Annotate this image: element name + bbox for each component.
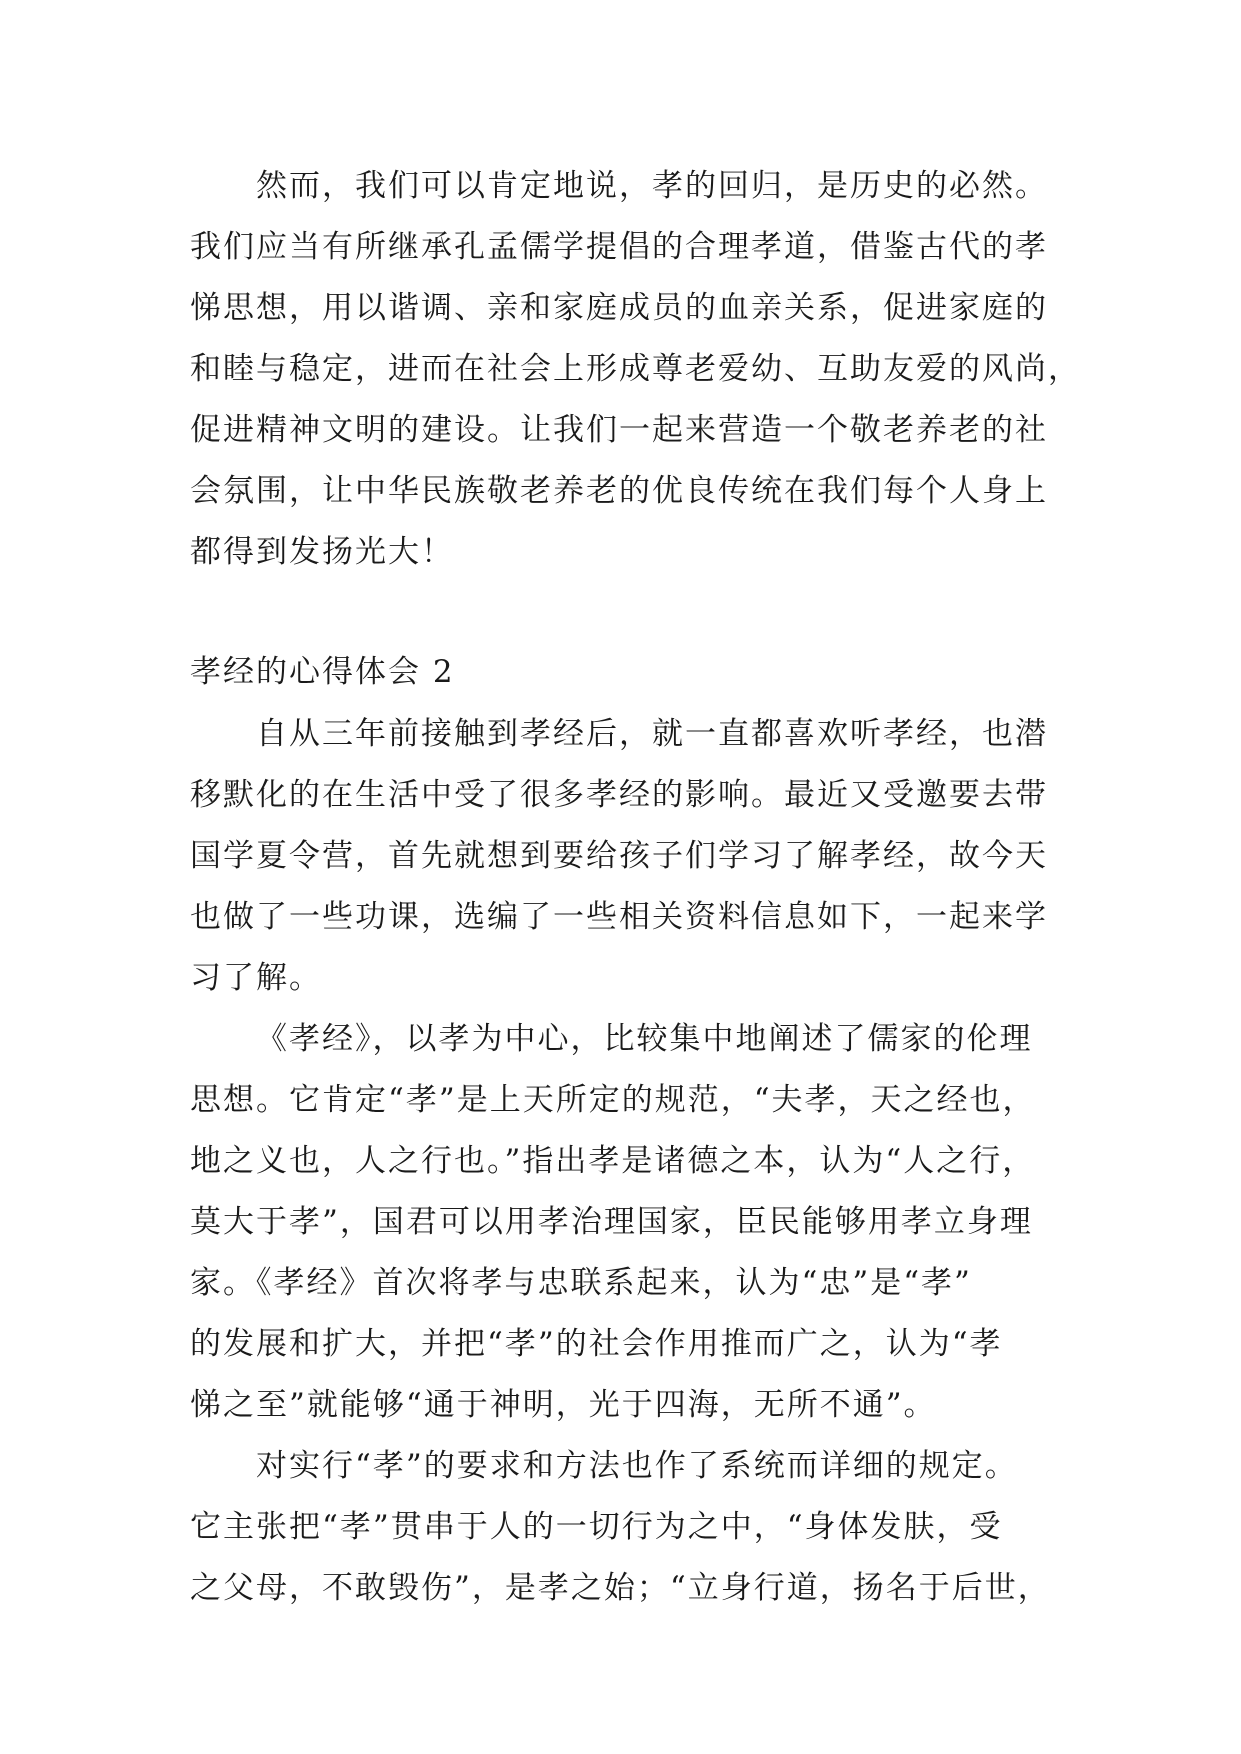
paragraph-line: 悌思想，用以谐调、亲和家庭成员的血亲关系，促进家庭的 (190, 290, 1048, 326)
paragraph-3 (190, 1009, 1070, 1436)
paragraph-line: 国学夏令营，首先就想到要给孩子们学习了解孝经，故今天 (190, 838, 1048, 874)
paragraph-line: 促进精神文明的建设。让我们一起来营造一个敬老养老的社 (190, 412, 1048, 448)
paragraph-line: 《孝经》，以孝为中心，比较集中地阐述了儒家的伦理 (256, 1021, 1033, 1057)
paragraph-line: 都得到发扬光大！ (190, 534, 454, 570)
paragraph-line: 它主张把“孝”贯串于人的一切行为之中，“身体发肤，受 (190, 1509, 1003, 1545)
paragraph-line: 会氛围，让中华民族敬老养老的优良传统在我们每个人身上 (190, 473, 1048, 509)
paragraph-line: 之父母，不敢毁伤”，是孝之始；“立身行道，扬名于后世， (190, 1570, 1051, 1606)
paragraph-line: 的发展和扩大，并把“孝”的社会作用推而广之，认为“孝 (190, 1326, 1003, 1362)
paragraph-line: 悌之至”就能够“通于神明，光于四海，无所不通”。 (190, 1387, 937, 1423)
document-body (190, 156, 1081, 1619)
paragraph-line: 习了解。 (190, 960, 322, 996)
section-spacer (190, 583, 1070, 641)
paragraph-line: 和睦与稳定，进而在社会上形成尊老爱幼、互助友爱的风尚， (190, 351, 1081, 387)
paragraph-line: 然而，我们可以肯定地说，孝的回归，是历史的必然。 (256, 168, 1048, 204)
paragraph-1 (190, 156, 1081, 583)
paragraph-4 (190, 1436, 1070, 1619)
paragraph-line: 思想。它肯定“孝”是上天所定的规范，“夫孝，天之经也， (190, 1082, 1036, 1118)
paragraph-line: 对实行“孝”的要求和方法也作了系统而详细的规定。 (256, 1448, 1018, 1484)
paragraph-line: 莫大于孝”，国君可以用孝治理国家，臣民能够用孝立身理 (190, 1204, 1033, 1240)
paragraph-line: 地之义也，人之行也。”指出孝是诸德之本，认为“人之行， (190, 1143, 1036, 1179)
paragraph-line: 移默化的在生活中受了很多孝经的影响。最近又受邀要去带 (190, 777, 1048, 813)
paragraph-line: 我们应当有所继承孔孟儒学提倡的合理孝道，借鉴古代的孝 (190, 229, 1048, 265)
paragraph-line: 家。《孝经》首次将孝与忠联系起来，认为“忠”是“孝” (190, 1265, 972, 1301)
paragraph-2 (190, 704, 1070, 1009)
section-title: 孝经的心得体会 2 (190, 654, 455, 690)
paragraph-line: 自从三年前接触到孝经后，就一直都喜欢听孝经，也潜 (256, 716, 1048, 752)
paragraph-line: 也做了一些功课，选编了一些相关资料信息如下，一起来学 (190, 899, 1048, 935)
